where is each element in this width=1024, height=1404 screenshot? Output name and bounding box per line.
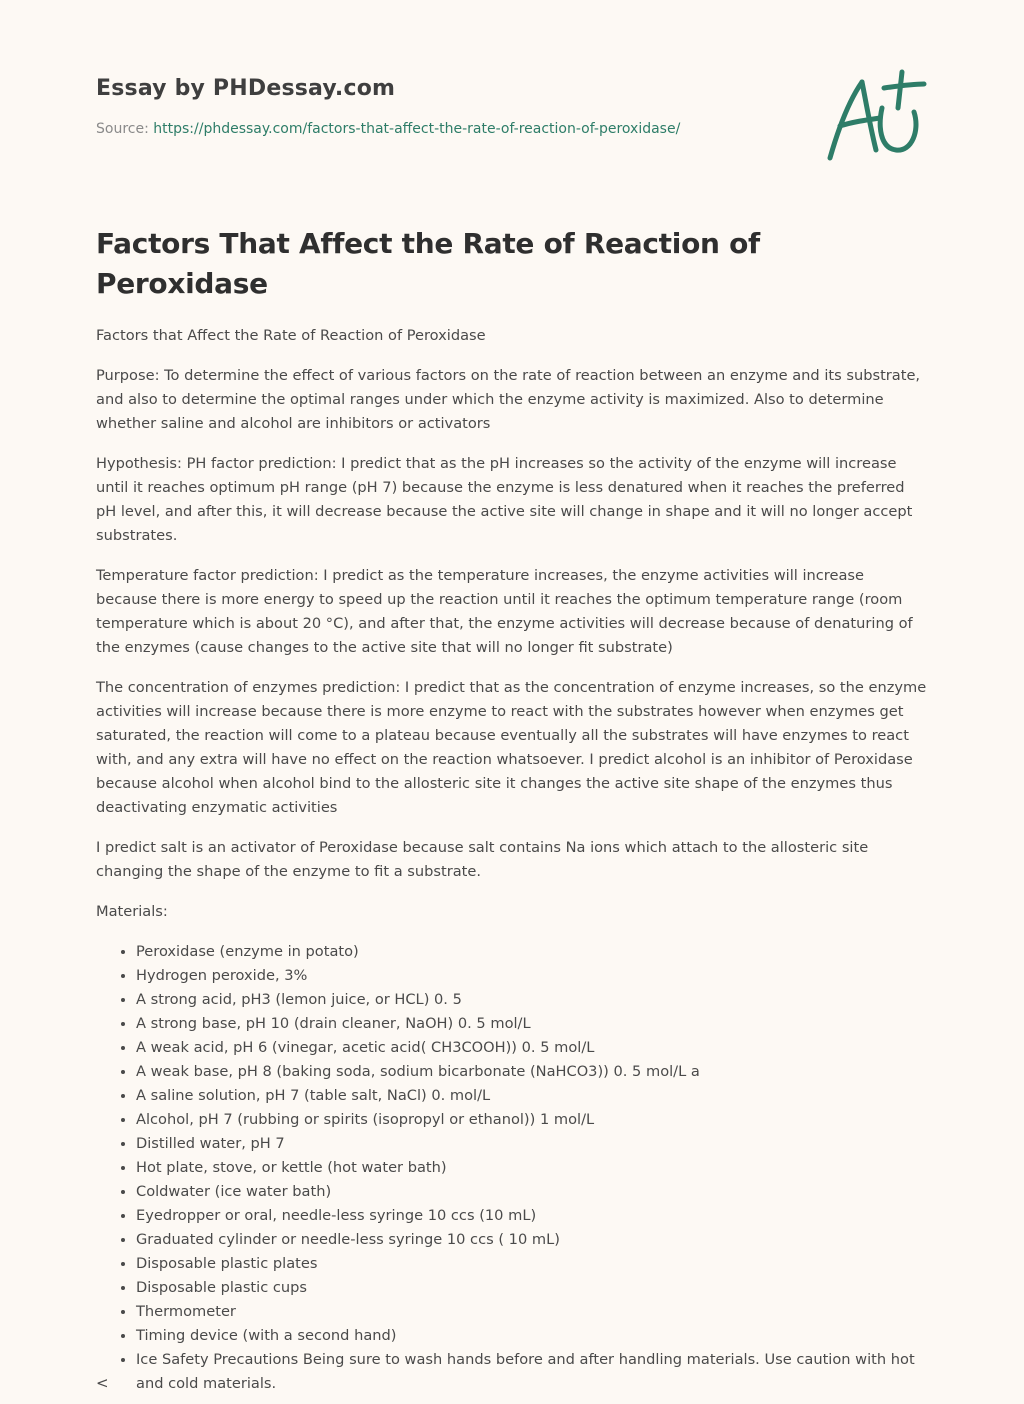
- list-item: • Coldwater (ice water bath): [136, 1180, 928, 1204]
- materials-list: [96, 940, 928, 1396]
- prev-page-link[interactable]: <: [96, 1374, 109, 1392]
- list-item: • Disposable plastic cups: [136, 1276, 928, 1300]
- list-item: • A strong acid, pH3 (lemon juice, or HCL) 0. 5: [136, 988, 928, 1012]
- paragraph-subtitle: Factors that Affect the Rate of Reaction of Peroxidase: [96, 327, 486, 344]
- list-item: • Eyedropper or oral, needle-less syringe 10 ccs (10 mL): [136, 1204, 928, 1228]
- page-header: [96, 76, 796, 137]
- list-item: • Distilled water, pH 7: [136, 1132, 928, 1156]
- list-item: • Disposable plastic plates: [136, 1252, 928, 1276]
- list-item: • A strong base, pH 10 (drain cleaner, NaOH) 0. 5 mol/L: [136, 1012, 928, 1036]
- article: [96, 224, 928, 1396]
- list-item: • Ice Safety Precautions Being sure to wash hands before and after handling materials. Use caution with hot and cold materials.: [136, 1348, 928, 1396]
- paragraph-salt: I predict salt is an activator of Peroxidase because salt contains Na ions which attach to the allosteric site changing the shape of the enzyme to fit a substrate.: [96, 839, 869, 880]
- list-item: • A weak acid, pH 6 (vinegar, acetic acid( CH3COOH)) 0. 5 mol/L: [136, 1036, 928, 1060]
- paragraph-purpose: Purpose: To determine the effect of various factors on the rate of reaction between an enzyme and its substrate, and also to determine the optimal ranges under which the enzyme activity is maximized. Also to determine whether saline and alcohol are inhibitors or activators: [96, 367, 921, 432]
- a-plus-logo-icon: [822, 68, 930, 164]
- list-item: • Graduated cylinder or needle-less syringe 10 ccs ( 10 mL): [136, 1228, 928, 1252]
- paragraph-concentration: The concentration of enzymes prediction: I predict that as the concentration of enzyme increases, so the enzyme activities will increase because there is more enzyme to react with the substrates however when enzymes get saturated, the reaction will come to a plateau because eventually all the substrates will have enzymes to react with, and any extra will have no effect on the reaction whatsoever. I predict alcohol is an inhibitor of Peroxidase because alcohol when alcohol bind to the allosteric site it changes the active site shape of the enzymes thus deactivating enzymatic activities: [96, 679, 927, 816]
- list-item: • A weak base, pH 8 (baking soda, sodium bicarbonate (NaHCO3)) 0. 5 mol/L a: [136, 1060, 928, 1084]
- list-item: • A saline solution, pH 7 (table salt, NaCl) 0. mol/L: [136, 1084, 928, 1108]
- article-title: Factors That Affect the Rate of Reaction of Peroxidase: [96, 227, 760, 300]
- list-item: • Hydrogen peroxide, 3%: [136, 964, 928, 988]
- list-item: • Hot plate, stove, or kettle (hot water bath): [136, 1156, 928, 1180]
- list-item: • Timing device (with a second hand): [136, 1324, 928, 1348]
- list-item: • Peroxidase (enzyme in potato): [136, 940, 928, 964]
- paragraph-hypothesis: Hypothesis: PH factor prediction: I predict that as the pH increases so the activity of the enzyme will increase until it reaches optimum pH range (pH 7) because the enzyme is less denatured when it reaches the preferred pH level, and after this, it will decrease because the active site will change in shape and it will no longer accept substrates.: [96, 455, 913, 544]
- list-item: • Alcohol, pH 7 (rubbing or spirits (isopropyl or ethanol)) 1 mol/L: [136, 1108, 928, 1132]
- source-label: Source:: [96, 121, 154, 137]
- source-link[interactable]: https://phdessay.com/factors-that-affect-the-rate-of-reaction-of-peroxidase/: [153, 121, 681, 137]
- site-title: Essay by PHDessay.com: [96, 76, 396, 101]
- materials-heading: Materials:: [96, 903, 168, 920]
- paragraph-temperature: Temperature factor prediction: I predict as the temperature increases, the enzyme activities will increase because there is more energy to speed up the reaction until it reaches the optimum temperature range (room temperature which is about 20 °C), and after that, the enzyme activities will decrease because of denaturing of the enzymes (cause changes to the active site that will no longer fit substrate): [96, 567, 913, 656]
- source-line: [96, 121, 796, 137]
- list-item: • Thermometer: [136, 1300, 928, 1324]
